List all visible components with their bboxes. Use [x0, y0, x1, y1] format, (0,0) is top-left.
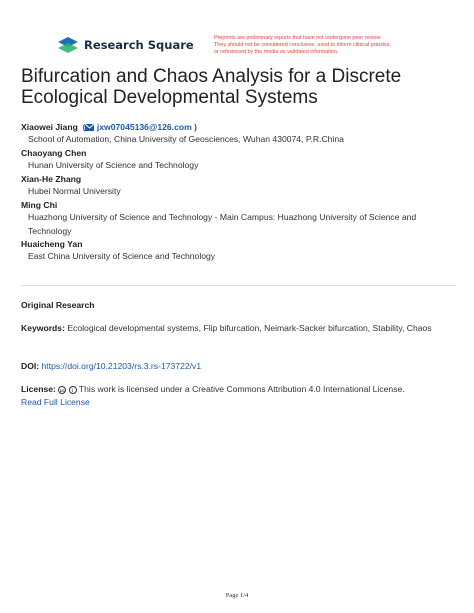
notice-line: Preprints are preliminary reports that have not undergone peer review.	[214, 35, 382, 41]
logo-text: Research Square	[84, 38, 194, 52]
keywords-text: Ecological developmental systems, Flip bifurcation, Neimark-Sacker bifurcation, Stability, Chaos	[67, 323, 432, 333]
license-text: This work is licensed under a Creative Commons Attribution 4.0 International License.	[78, 384, 405, 394]
author-name: Xian-He Zhang	[21, 174, 82, 184]
email-link[interactable]: ( jxw07045136@126.com )	[80, 122, 197, 132]
keywords	[21, 322, 455, 335]
doi-link[interactable]: https://doi.org/10.21203/rs.3.rs-173722/v1	[41, 361, 202, 371]
author-affiliation: School of Automation, China University of Geosciences, Wuhan 430074, P.R.China	[28, 134, 344, 144]
doi	[21, 360, 455, 373]
title-line: Ecological Developmental Systems	[21, 87, 318, 108]
notice-line: They should not be considered conclusive, used to inform clinical practice,	[214, 42, 392, 49]
cc-icon: cc	[59, 388, 65, 393]
page-number: Page 1/4	[225, 592, 249, 599]
read-full-license-link[interactable]: Read Full License	[21, 396, 90, 407]
research-square-logo[interactable]	[57, 36, 194, 54]
paper-title	[21, 66, 461, 108]
by-icon: i	[69, 386, 77, 394]
author-affiliation: Hubei Normal University	[28, 186, 121, 196]
author-list	[21, 121, 461, 264]
preprint-notice	[214, 35, 464, 57]
author-affiliation: East China University of Science and Technology	[28, 251, 216, 261]
author-name: Huaicheng Yan	[21, 239, 83, 249]
license-label: License:	[21, 384, 56, 394]
author-name: Ming Chi	[21, 200, 58, 210]
author-affiliation: Huazhong University of Science and Technology - Main Campus: Huazhong University of Science and Technology	[28, 212, 417, 236]
doi-label: DOI:	[21, 361, 40, 371]
notice-line: or referenced by the media as validated information.	[214, 49, 339, 56]
article-type: Original Research	[21, 300, 95, 310]
keywords-label: Keywords:	[21, 323, 65, 333]
header	[57, 36, 457, 60]
envelope-icon	[85, 124, 94, 131]
title-line: Bifurcation and Chaos Analysis for a Discrete	[21, 66, 402, 87]
author-name: Xiaowei Jiang ( jxw07045136@126.com )	[21, 122, 197, 132]
author-name: Chaoyang Chen	[21, 148, 87, 158]
research-square-logo-icon	[57, 36, 79, 54]
author-affiliation: Hunan University of Science and Technology	[28, 160, 199, 170]
license	[21, 383, 455, 408]
divider	[21, 285, 455, 286]
